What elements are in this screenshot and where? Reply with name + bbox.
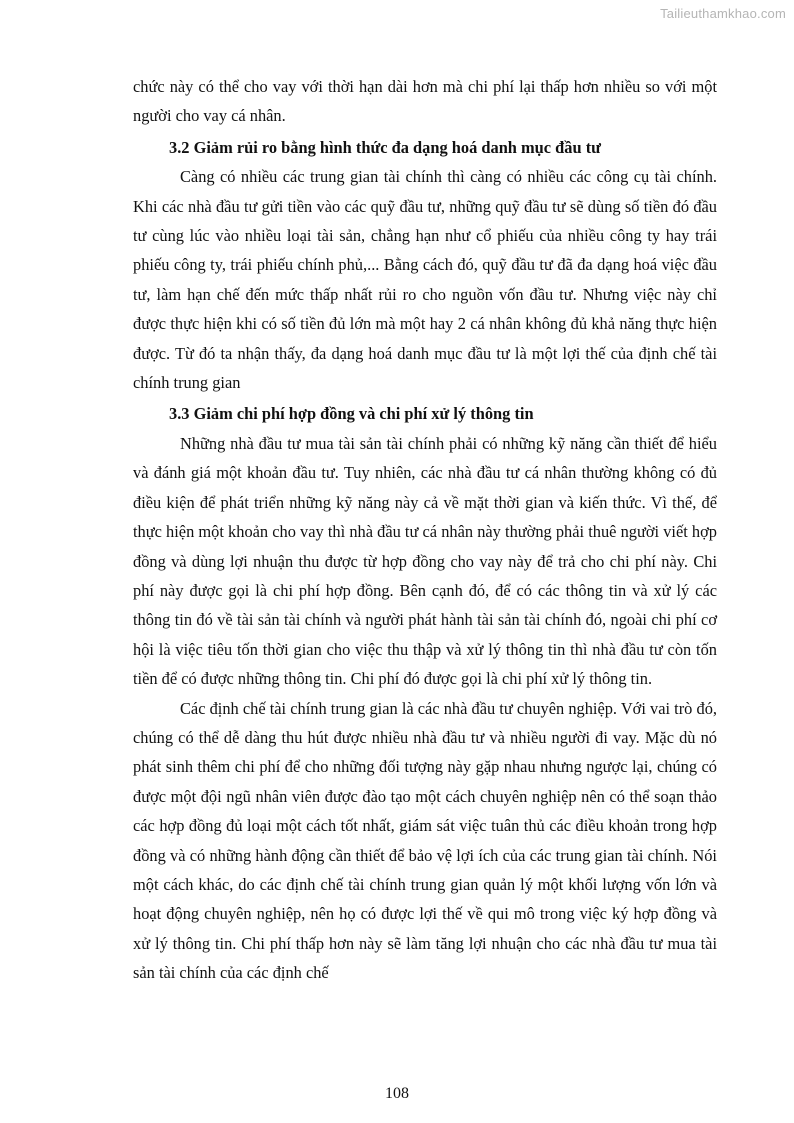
paragraph-diversification: Càng có nhiều các trung gian tài chính thì càng có nhiều các công cụ tài chính. Khi các nhà đầu tư gửi tiền vào các quỹ đầu tư, những quỹ đầu tư sẽ dùng số tiền đó đầu tư cùng lúc vào nhiều loại tài sản, chẳng hạn như cổ phiếu của nhiều công ty hay trái phiếu công ty, trái phiếu chính phủ,... Bằng cách đó, quỹ đầu tư đã đa dạng hoá việc đầu tư, làm hạn chế đến mức thấp nhất rủi ro cho nguồn vốn đầu tư. Nhưng việc này chỉ được thực hiện khi có số tiền đủ lớn mà một hay 2 cá nhân không đủ khả năng thực hiện được. Từ đó ta nhận thấy, đa dạng hoá danh mục đầu tư là một lợi thế của định chế tài chính trung gian bbox=[133, 167, 717, 393]
section-heading-3-3: 3.3 Giảm chi phí hợp đồng và chi phí xử lý thông tin bbox=[169, 404, 534, 424]
paragraph-contract-costs: Những nhà đầu tư mua tài sản tài chính phải có những kỹ năng cần thiết để hiểu và đánh giá một khoản đầu tư. Tuy nhiên, các nhà đầu tư cá nhân thường không có đủ điều kiện để phát triển những kỹ năng này cả về mặt thời gian và kiến thức. Vì thế, để thực hiện một khoản cho vay thì nhà đầu tư cá nhân này thường phải thuê người viết hợp đồng và dùng lợi nhuận thu được từ hợp đồng cho vay này để trả cho chi phí này. Chi phí này được gọi là chi phí hợp đồng. Bên cạnh đó, để có các thông tin và xử lý các thông tin đó về tài sản tài chính và người phát hành tài sản tài chính đó, ngoài chi phí cơ hội là việc tiêu tốn thời gian cho việc thu thập và xử lý thông tin thì nhà đầu tư còn tốn tiền để có được những thông tin. Chi phí đó được gọi là chi phí xử lý thông tin. bbox=[133, 433, 717, 689]
paragraph-intermediaries: Các định chế tài chính trung gian là các nhà đầu tư chuyên nghiệp. Với vai trò đó, chúng có thể dễ dàng thu hút được nhiều nhà đầu tư và nhiều người đi vay. Mặc dù nó phát sinh thêm chi phí để cho những đối tượng này gặp nhau nhưng ngược lại, chúng có được một đội ngũ nhân viên được đào tạo một cách chuyên nghiệp nên có thể soạn thảo các hợp đồng đủ loại một cách tốt nhất, giám sát việc tuân thủ các điều khoản trong hợp đồng và có những hành động cần thiết để bảo vệ lợi ích của các trung gian tài chính. Nói một cách khác, do các định chế tài chính trung gian quản lý một khối lượng vốn lớn và hoạt động chuyên nghiệp, nên họ có được lợi thế về qui mô trong việc ký hợp đồng và xử lý thông tin. Chi phí thấp hơn này sẽ làm tăng lợi nhuận cho các nhà đầu tư mua tài sản tài chính của các định chế bbox=[133, 698, 717, 983]
page-number: 108 bbox=[385, 1085, 409, 1102]
paragraph-continuation: chức này có thể cho vay với thời hạn dài hơn mà chi phí lại thấp hơn nhiều so với một người cho vay cá nhân. bbox=[133, 77, 717, 126]
document-body bbox=[133, 72, 717, 988]
watermark: Tailieuthamkhao.com bbox=[660, 6, 786, 21]
section-heading-3-2: 3.2 Giảm rủi ro bằng hình thức đa dạng hoá danh mục đầu tư bbox=[169, 137, 601, 157]
